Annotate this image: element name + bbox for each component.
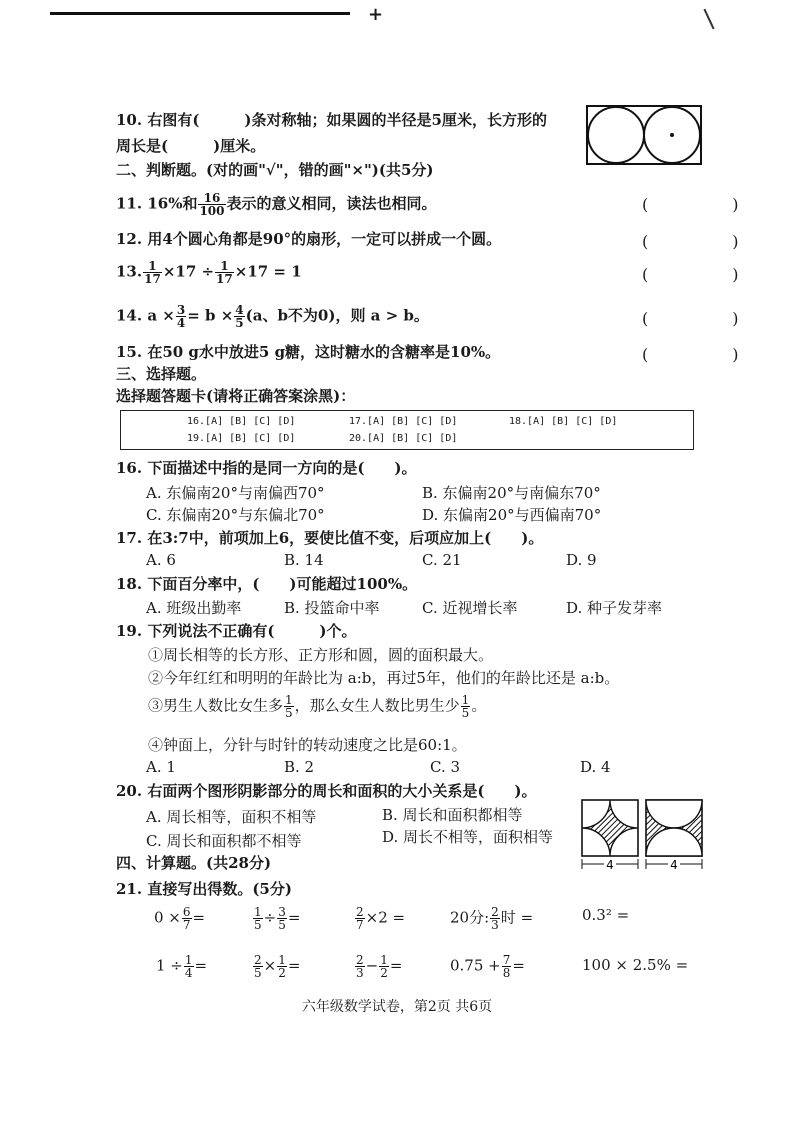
q19-option-d: D. 4 <box>580 758 611 776</box>
calc-r2-1: 1 ÷ $\frac{1}{4}$ = <box>156 953 208 980</box>
q14: 14. a × $\frac{3}{4}$ = b × $\frac{4}{5}$ (a、b不为0)，则 a > b。 <box>116 303 429 330</box>
q19-option-c: C. 3 <box>430 758 461 776</box>
corner-mark <box>703 9 714 30</box>
q17-stem: 17. 在3:7中，前项加上6，要使比值不变，后项应加上( )。 <box>116 529 544 547</box>
q19-option-b: B. 2 <box>284 758 315 776</box>
calc-r2-3: $\frac{2}{3}$ − $\frac{1}{2}$ = <box>356 953 403 980</box>
q15: 15. 在50 g水中放进5 g糖，这时糖水的含糖率是10%。 <box>116 343 501 361</box>
q16-option-b: B. 东偏南20°与南偏东70° <box>422 484 601 502</box>
q13-answer[interactable]: ( ) <box>642 265 773 284</box>
q20-figures <box>578 796 708 876</box>
top-rule <box>50 12 350 15</box>
q14-answer[interactable]: ( ) <box>642 309 773 328</box>
q19-statement-2: ②今年红红和明明的年龄比为 a:b，再过5年，他们的年龄比还是 a:b。 <box>148 669 620 687</box>
q16-option-c: C. 东偏南20°与东偏北70° <box>146 506 325 524</box>
card-q18[interactable]: 18.[A] [B] [C] [D] <box>509 416 618 427</box>
q17-option-a: A. 6 <box>146 551 176 569</box>
q11-answer[interactable]: ( ) <box>642 195 773 214</box>
card-q16[interactable]: 16.[A] [B] [C] [D] <box>187 416 296 427</box>
q20-option-a: A. 周长相等，面积不相等 <box>146 808 317 826</box>
calc-r1-3: $\frac{2}{7}$ ×2 = <box>356 905 406 932</box>
q19-option-a: A. 1 <box>146 758 176 776</box>
q17-option-d: D. 9 <box>566 551 597 569</box>
q16-option-d: D. 东偏南20°与西偏南70° <box>422 506 602 524</box>
calc-r2-2: $\frac{2}{5}$ × $\frac{1}{2}$ = <box>254 953 301 980</box>
q13: 13. $\frac{1}{17}$ ×17 ÷ $\frac{1}{17}$ ×17 = 1 <box>116 259 302 286</box>
q10-figure <box>585 104 703 166</box>
q16-option-a: A. 东偏南20°与南偏西70° <box>146 484 325 502</box>
fig2-dimension: 4 <box>670 858 678 872</box>
q20-option-b: B. 周长和面积都相等 <box>382 806 523 824</box>
page-footer: 六年级数学试卷，第2页 共6页 <box>301 999 493 1015</box>
q18-option-b: B. 投篮命中率 <box>284 599 380 617</box>
q10-line2: 周长是( )厘米。 <box>116 137 266 155</box>
q19-statement-1: ①周长相等的长方形、正方形和圆，圆的面积最大。 <box>148 646 494 664</box>
answer-card-title: 选择题答题卡(请将正确答案涂黑)： <box>116 387 356 405</box>
q17-option-b: B. 14 <box>284 551 324 569</box>
q16-stem: 16. 下面描述中指的是同一方向的是( )。 <box>116 459 417 477</box>
q18-stem: 18. 下面百分率中，( )可能超过100%。 <box>116 575 418 593</box>
section2-heading: 二、判断题。(对的画"√"，错的画"×")(共5分) <box>116 161 434 179</box>
top-mark: + <box>368 4 384 25</box>
calc-r1-2: $\frac{1}{5}$ ÷ $\frac{3}{5}$ = <box>254 905 301 932</box>
answer-card <box>120 410 694 450</box>
calc-r2-5: 100 × 2.5% = <box>582 956 689 974</box>
section4-heading: 四、计算题。(共28分) <box>116 854 272 872</box>
q18-option-c: C. 近视增长率 <box>422 599 518 617</box>
q19-statement-3: ③男生人数比女生多 $\frac{1}{5}$ ，那么女生人数比男生少 $\frac{1}{5}$ 。 <box>148 693 487 720</box>
q12-answer[interactable]: ( ) <box>642 232 773 251</box>
calc-r1-5: 0.3² = <box>582 906 630 924</box>
calc-r1-1: 0 × $\frac{6}{7}$ = <box>154 905 206 932</box>
q20-option-d: D. 周长不相等，面积相等 <box>382 828 554 846</box>
q11: 11. 16%和 $\frac{16}{100}$ 表示的意义相同，读法也相同。 <box>116 191 437 218</box>
q15-answer[interactable]: ( ) <box>642 345 773 364</box>
fig1-dimension: 4 <box>606 858 614 872</box>
q20-option-c: C. 周长和面积都不相等 <box>146 832 302 850</box>
section3-heading: 三、选择题。 <box>116 365 207 383</box>
q21-title: 21. 直接写出得数。(5分) <box>116 880 292 898</box>
card-q19[interactable]: 19.[A] [B] [C] [D] <box>187 433 296 444</box>
q18-option-a: A. 班级出勤率 <box>146 599 242 617</box>
q19-statement-4: ④钟面上，分针与时针的转动速度之比是60:1。 <box>148 736 467 754</box>
calc-r1-4: 20分: $\frac{2}{3}$ 时 = <box>450 905 534 932</box>
q10-line1: 10. 右图有( )条对称轴；如果圆的半径是5厘米，长方形的 <box>116 111 547 129</box>
calc-r2-4: 0.75 + $\frac{7}{8}$ = <box>450 953 525 980</box>
q17-option-c: C. 21 <box>422 551 462 569</box>
q19-stem: 19. 下列说法不正确有( )个。 <box>116 622 357 640</box>
card-q17[interactable]: 17.[A] [B] [C] [D] <box>349 416 458 427</box>
card-q20[interactable]: 20.[A] [B] [C] [D] <box>349 433 458 444</box>
q20-stem: 20. 右面两个图形阴影部分的周长和面积的大小关系是( )。 <box>116 782 537 800</box>
q12: 12. 用4个圆心角都是90°的扇形，一定可以拼成一个圆。 <box>116 230 502 248</box>
q18-option-d: D. 种子发芽率 <box>566 599 663 617</box>
